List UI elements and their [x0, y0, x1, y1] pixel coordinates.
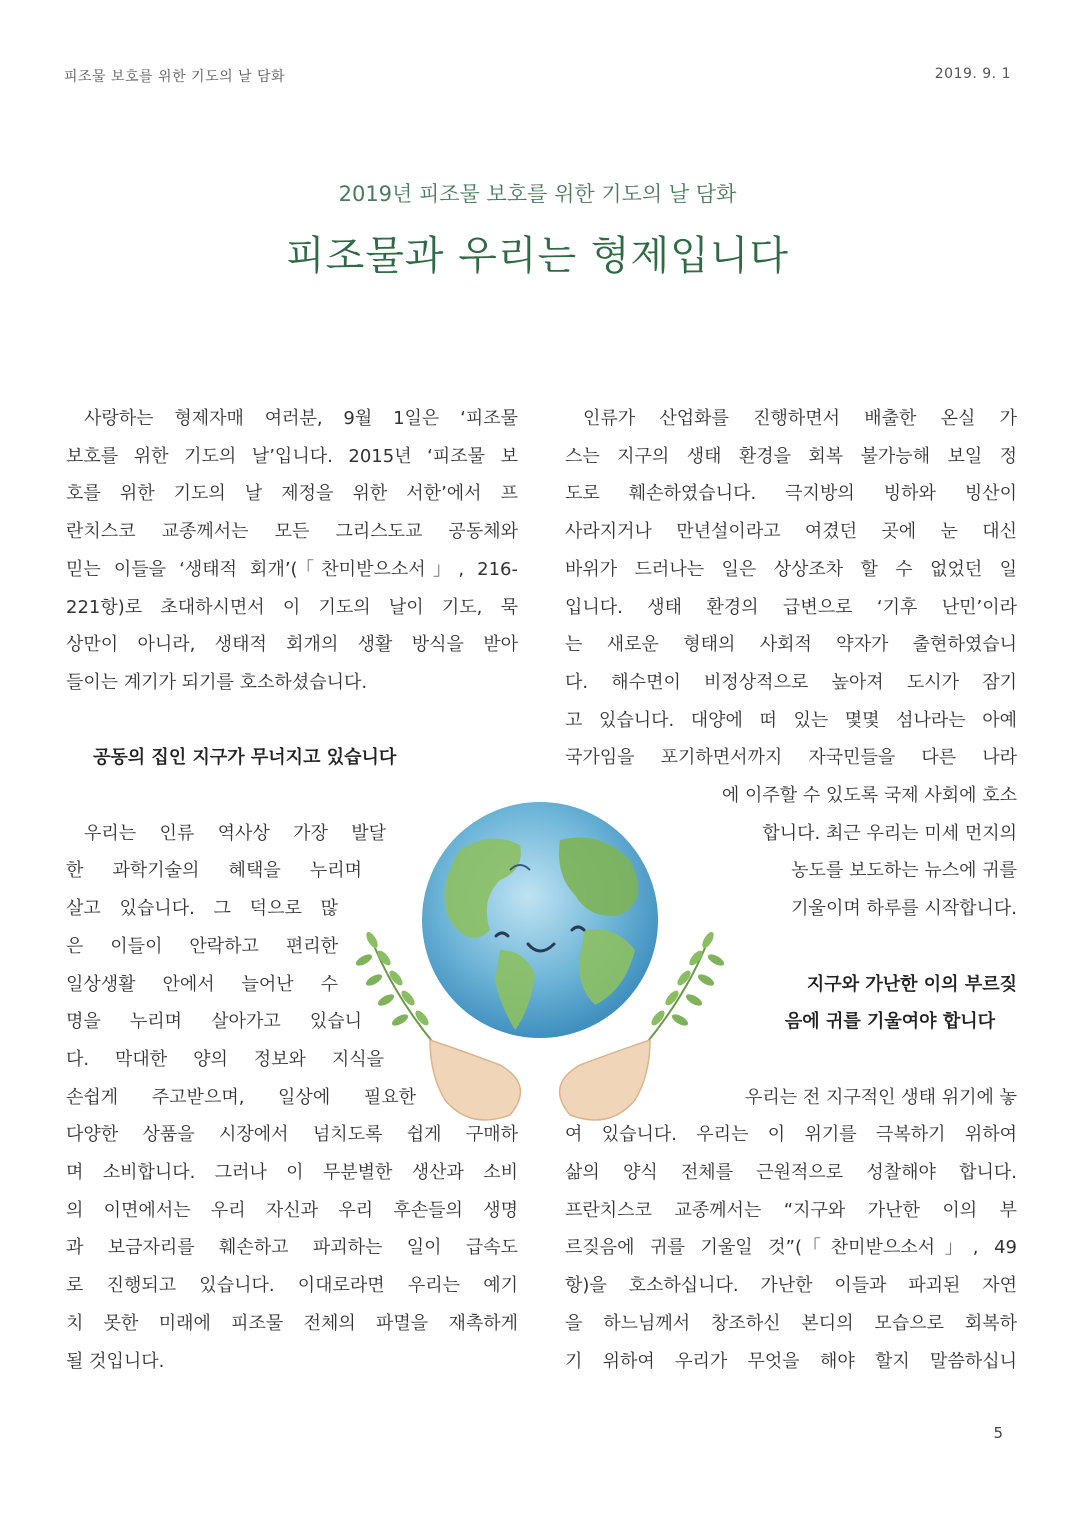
running-header-title: 피조물 보호를 위한 기도의 날 담화: [64, 69, 286, 85]
section-heading: 지구와 가난한 이의 부르짖: [806, 973, 1017, 995]
text-line: 입니다. 생태 환경의 급변으로 ‘기후 난민’이라: [565, 596, 1017, 618]
left-olive-branch: [354, 930, 435, 1045]
text-line: 221항)로 초대하시면서 이 기도의 날이 기도, 묵: [66, 596, 518, 618]
text-line: 들이는 계기가 되기를 호소하셨습니다.: [66, 671, 368, 693]
section-heading: 공동의 집인 지구가 무너지고 있습니다: [93, 747, 397, 769]
text-line: 바위가 드러나는 일은 상상조차 할 수 없었던 일: [565, 558, 1017, 580]
running-header-date: 2019. 9. 1: [934, 66, 1011, 82]
text-line: 는 새로운 형태의 사회적 약자가 출현하였습니: [565, 634, 1017, 656]
text-line: 보호를 위한 기도의 날’입니다. 2015년 ‘피조물 보: [66, 445, 518, 467]
text-line: 다양한 상품을 시장에서 넘치도록 쉽게 구매하: [66, 1124, 518, 1146]
text-line: 일상생활 안에서 늘어난 수: [66, 973, 338, 995]
text-line: 은 이들이 안락하고 편리한: [66, 935, 338, 957]
text-line: 고 있습니다. 대양에 떠 있는 몇몇 섬나라는 아예: [565, 709, 1017, 731]
text-line: 항)을 호소하십니다. 가난한 이들과 파괴된 자연: [565, 1275, 1017, 1297]
cupped-hands: [430, 1040, 650, 1120]
text-line: 다. 해수면이 비정상적으로 높아져 도시가 잠기: [565, 671, 1017, 693]
right-olive-branch: [645, 930, 726, 1045]
text-line: 기울이며 하루를 시작합니다.: [791, 898, 1017, 920]
text-line: 믿는 이들을 ‘생태적 회개’(「찬미받으소서」, 216-: [66, 558, 518, 580]
earth-in-hands-illustration: [350, 800, 730, 1150]
text-line: 살고 있습니다. 그 덕으로 많: [66, 898, 338, 920]
document-title: 피조물과 우리는 형제입니다: [285, 233, 790, 279]
text-line: 호를 위한 기도의 날 제정을 위한 서한’에서 프: [66, 483, 518, 505]
text-line: 기 위하여 우리가 무엇을 해야 할지 말씀하십니: [565, 1350, 1017, 1372]
text-line: 도로 훼손하였습니다. 극지방의 빙하와 빙산이: [565, 483, 1017, 505]
text-line: 명을 누리며 살아가고 있습니: [66, 1011, 362, 1033]
document-subtitle: 2019년 피조물 보호를 위한 기도의 날 담화: [338, 182, 737, 206]
text-line: 란치스코 교종께서는 모든 그리스도교 공동체와: [66, 521, 518, 543]
text-line: 스는 지구의 생태 환경을 회복 불가능해 보일 정: [565, 445, 1017, 467]
section-heading: 음에 귀를 기울여야 합니다: [784, 1011, 995, 1033]
text-line: 에 이주할 수 있도록 국제 사회에 호소: [721, 785, 1017, 807]
page-number: 5: [993, 1424, 1003, 1442]
text-line: 국가임을 포기하면서까지 자국민들을 다른 나라: [565, 747, 1017, 769]
text-line: 농도를 보도하는 뉴스에 귀를: [791, 860, 1017, 882]
text-line: 삶의 양식 전체를 근원적으로 성찰해야 합니다.: [565, 1162, 1017, 1184]
text-line: 르짖음에 귀를 기울일 것”(「찬미받으소서」, 49: [565, 1237, 1017, 1259]
text-line: 의 이면에서는 우리 자신과 우리 후손들의 생명: [66, 1199, 518, 1221]
text-line: 치 못한 미래에 피조물 전체의 파멸을 재촉하게: [66, 1312, 518, 1334]
text-line: 손쉽게 주고받으며, 일상에 필요한: [66, 1086, 416, 1108]
text-line: 로 진행되고 있습니다. 이대로라면 우리는 예기: [66, 1275, 518, 1297]
text-line: 을 하느님께서 창조하신 본디의 모습으로 회복하: [565, 1312, 1017, 1334]
text-line: 우리는 전 지구적인 생태 위기에 놓: [744, 1086, 1017, 1108]
text-line: 상만이 아니라, 생태적 회개의 생활 방식을 받아: [66, 634, 518, 656]
text-line: 우리는 인류 역사상 가장 발달: [84, 822, 386, 844]
text-line: 인류가 산업화를 진행하면서 배출한 온실 가: [583, 408, 1017, 429]
smiling-earth-globe: [422, 802, 658, 1038]
text-line: 프란치스코 교종께서는 “지구와 가난한 이의 부: [565, 1199, 1017, 1221]
text-line: 다. 막대한 양의 정보와 지식을: [66, 1048, 384, 1070]
text-line: 며 소비합니다. 그러나 이 무분별한 생산과 소비: [66, 1162, 518, 1184]
text-line: 합니다. 최근 우리는 미세 먼지의: [762, 822, 1017, 844]
text-line: 사라지거나 만년설이라고 여겼던 곳에 눈 대신: [565, 521, 1017, 543]
text-line: 될 것입니다.: [66, 1350, 165, 1372]
text-line: 과 보금자리를 훼손하고 파괴하는 일이 급속도: [66, 1237, 518, 1259]
text-line: 사랑하는 형제자매 여러분, 9월 1일은 ‘피조물: [84, 408, 518, 429]
text-line: 여 있습니다. 우리는 이 위기를 극복하기 위하여: [565, 1124, 1017, 1146]
text-line: 한 과학기술의 혜택을 누리며: [66, 860, 362, 882]
